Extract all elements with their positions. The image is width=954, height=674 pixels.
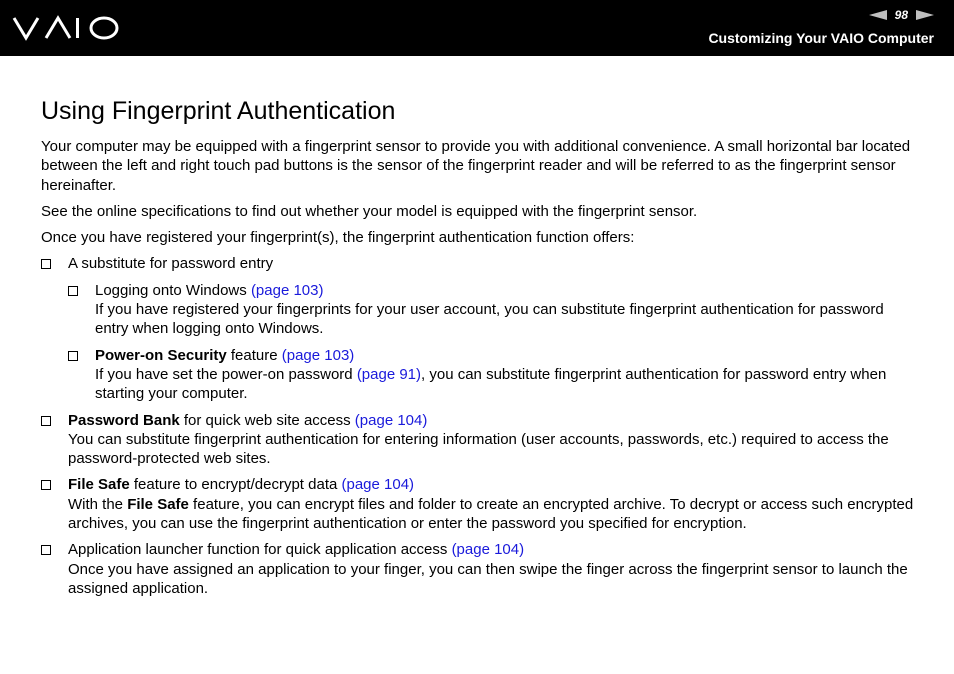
page-navigation <box>869 7 934 23</box>
page-content <box>41 96 916 605</box>
vaio-logo-icon <box>12 14 120 42</box>
previous-page-arrow-icon[interactable] <box>869 10 887 20</box>
checkbox-bullet-icon <box>41 416 51 426</box>
page-header <box>0 0 954 56</box>
page-title: Using Fingerprint Authentication <box>41 97 396 125</box>
intro-paragraph: Your computer may be equipped with a fingerprint sensor to provide you with additional convenience. A small horizontal bar located between the left and right touch pad buttons is the sensor of the fingerprint reader and will be referred to as the fingerprint sensor hereinafter. <box>41 138 911 194</box>
list-item-app-launcher: Application launcher function for quick application access (page 104) Once you have assigned an application to your finger, you can then swipe the finger across the fingerprint sensor to launch the assigned application. <box>41 540 916 598</box>
page-link-91[interactable]: (page 91) <box>356 365 422 383</box>
page-link-103[interactable]: (page 103) <box>281 346 355 364</box>
page-link-104[interactable]: (page 104) <box>341 476 415 494</box>
page-link-104[interactable]: (page 104) <box>451 541 525 559</box>
vaio-logo <box>12 14 120 47</box>
section-title: Customizing Your VAIO Computer <box>708 30 934 46</box>
list-item-file-safe: File Safe feature to encrypt/decrypt data (page 104) With the File Safe feature, you can encrypt files and folder to create an encrypted archive. To decrypt or access such encrypted archives, you can use the fingerprint authentication or enter the password you specified for encryption. <box>41 475 916 533</box>
checkbox-bullet-icon <box>41 545 51 555</box>
page-link-104[interactable]: (page 104) <box>354 411 428 429</box>
page-number: 98 <box>894 8 908 22</box>
checkbox-bullet-icon <box>41 259 51 269</box>
checkbox-bullet-icon <box>68 286 78 296</box>
page-link-103[interactable]: (page 103) <box>250 281 324 299</box>
offers-paragraph: Once you have registered your fingerprint(s), the fingerprint authentication function offers: <box>41 229 635 247</box>
list-item-windows-logon: Logging onto Windows (page 103) If you have registered your fingerprints for your user account, you can substitute fingerprint authentication for password entry when logging onto Windows. <box>68 281 916 339</box>
list-item-password-bank: Password Bank for quick web site access (page 104) You can substitute fingerprint authentication for entering information (user accounts, passwords, etc.) required to access the password-protected web sites. <box>41 411 916 469</box>
list-item-power-on-security: Power-on Security feature (page 103) If you have set the power-on password (page 91), you can substitute fingerprint authentication for password entry when starting your computer. <box>68 346 916 404</box>
list-item-password-substitute: A substitute for password entry <box>41 254 916 273</box>
checkbox-bullet-icon <box>68 351 78 361</box>
checkbox-bullet-icon <box>41 480 51 490</box>
specs-paragraph: See the online specifications to find out whether your model is equipped with the fingerprint sensor. <box>41 202 698 220</box>
next-page-arrow-icon[interactable] <box>916 10 934 20</box>
